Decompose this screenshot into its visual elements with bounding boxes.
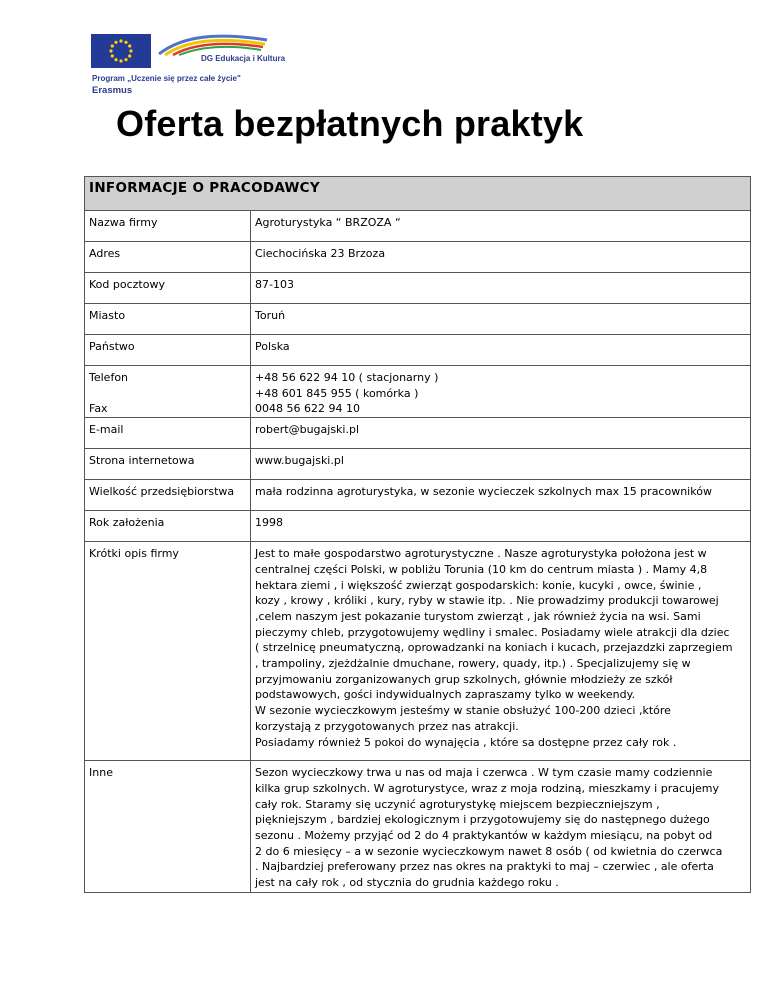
logo-program-text: Program „Uczenie się przez całe życie": [92, 74, 241, 83]
description-line: korzystają z przygotowanych przez nas atrakcji.: [255, 719, 519, 733]
table-row: [85, 511, 751, 542]
email-link[interactable]: robert@bugajski.pl: [251, 418, 751, 449]
field-label: Nazwa firmy: [85, 211, 251, 242]
description-line: , trampoliny, zjeżdżalnie dmuchane, rowery, quady, itp.) . Specjalizujemy się w: [255, 657, 691, 671]
eu-flag-icon: [91, 34, 151, 68]
field-label: Kod pocztowy: [85, 273, 251, 304]
phone-landline: +48 56 622 94 10 ( stacjonarny ): [255, 371, 439, 384]
table-row: [85, 242, 751, 273]
company-description: [251, 542, 751, 761]
table-row: [85, 418, 751, 449]
table-row-phone: [85, 366, 751, 418]
other-line: jest na cały rok , od stycznia do grudnia każdego roku .: [255, 876, 559, 890]
description-line: Posiadamy również 5 pokoi do wynajęcia , które sa dostępne przez cały rok .: [255, 735, 677, 749]
field-label: Wielkość przedsiębiorstwa: [85, 480, 251, 511]
other-line: . Najbardziej preferowany przez nas okres na praktyki to maj – czerwiec , ale oferta: [255, 860, 714, 874]
description-line: Jest to małe gospodarstwo agroturystyczne . Nasze agroturystyka położona jest w: [255, 547, 707, 561]
field-label: E-mail: [85, 418, 251, 449]
field-label: Inne: [85, 761, 251, 893]
phone-label: Telefon: [89, 371, 129, 384]
field-value: Agroturystyka “ BRZOZA “: [251, 211, 751, 242]
description-line: przyjmowaniu zorganizowanych grup szkolnych, głównie młodzieży ze szkół: [255, 672, 673, 686]
other-info: [251, 761, 751, 893]
other-line: kilka grup szkolnych. W agroturystyce, wraz z moja rodziną, mieszkamy i pracujemy: [255, 781, 720, 795]
description-line: podstawowych, gości indywidualnych zapraszamy tylko w weekendy.: [255, 688, 636, 702]
erasmus-logo: [91, 34, 286, 96]
field-label: Rok założenia: [85, 511, 251, 542]
phone-fax-value-cell: [251, 366, 751, 418]
other-line: sezonu . Możemy przyjąć od 2 do 4 praktykantów w każdym miesiącu, na pobyt od: [255, 829, 713, 843]
logo-dg-text: DG Edukacja i Kultura: [201, 54, 286, 63]
field-value: 1998: [251, 511, 751, 542]
table-row: [85, 304, 751, 335]
field-value: mała rodzinna agroturystyka, w sezonie wycieczek szkolnych max 15 pracowników: [251, 480, 751, 511]
phone-fax-label-cell: [85, 366, 251, 418]
fax-number: 0048 56 622 94 10: [255, 402, 360, 416]
field-value: 87-103: [251, 273, 751, 304]
section-header: INFORMACJE O PRACODAWCY: [85, 177, 751, 211]
fax-label: Fax: [89, 402, 108, 416]
field-label: Miasto: [85, 304, 251, 335]
table-row: [85, 480, 751, 511]
table-row: [85, 273, 751, 304]
other-line: Sezon wycieczkowy trwa u nas od maja i czerwca . W tym czasie mamy codziennie: [255, 766, 713, 780]
table-row: [85, 211, 751, 242]
field-value: Toruń: [251, 304, 751, 335]
section-header-row: [85, 177, 751, 211]
other-line: piękniejszym , bardziej ekologicznym i przygotowujemy się do następnego dużego: [255, 813, 710, 827]
other-line: cały rok. Staramy się uczynić agroturystykę miejscem bezpieczniejszym ,: [255, 797, 660, 811]
other-line: 2 do 6 miesięcy – a w sezonie wycieczkowym nawet 8 osób ( od kwietnia do czerwca: [255, 844, 723, 858]
employer-info-table: [84, 176, 751, 893]
lifelong-learning-swoosh-icon: [157, 34, 269, 70]
table-row: [85, 449, 751, 480]
description-line: hektara ziemi , i większość zwierząt gospodarskich: konie, kucyki , owce, świnie ,: [255, 578, 702, 592]
table-row-description: [85, 542, 751, 761]
description-line: W sezonie wycieczkowym jesteśmy w stanie obsłużyć 100-200 dzieci ,które: [255, 704, 671, 718]
description-line: ,celem naszym jest pokazanie turystom zwierząt , jak również życia na wsi. Sami: [255, 609, 701, 623]
website-link[interactable]: www.bugajski.pl: [251, 449, 751, 480]
table-row-other: [85, 761, 751, 893]
description-line: centralnej części Polski, w pobliżu Torunia (10 km do centrum miasta ) . Mamy 4,8: [255, 562, 708, 576]
description-line: pieczymy chleb, przygotowujemy wędliny i smalec. Posiadamy wiele atrakcji dla dziec: [255, 625, 730, 639]
field-value: Polska: [251, 335, 751, 366]
description-line: kozy , krowy , króliki , kury, ryby w stawie itp. . Nie prowadzimy produkcji towarowej: [255, 594, 719, 608]
page-title: Oferta bezpłatnych praktyk: [116, 103, 584, 144]
field-label: Adres: [85, 242, 251, 273]
table-row: [85, 335, 751, 366]
phone-mobile: +48 601 845 955 ( komórka ): [255, 386, 419, 400]
logo-erasmus-text: Erasmus: [92, 85, 133, 96]
field-label: Państwo: [85, 335, 251, 366]
field-label: Krótki opis firmy: [85, 542, 251, 761]
field-label: Strona internetowa: [85, 449, 251, 480]
field-value: Ciechocińska 23 Brzoza: [251, 242, 751, 273]
description-line: ( strzelnicę pneumatyczną, oprowadzanki na koniach i kucach, przejazdzki zaprzegiem: [255, 641, 733, 655]
